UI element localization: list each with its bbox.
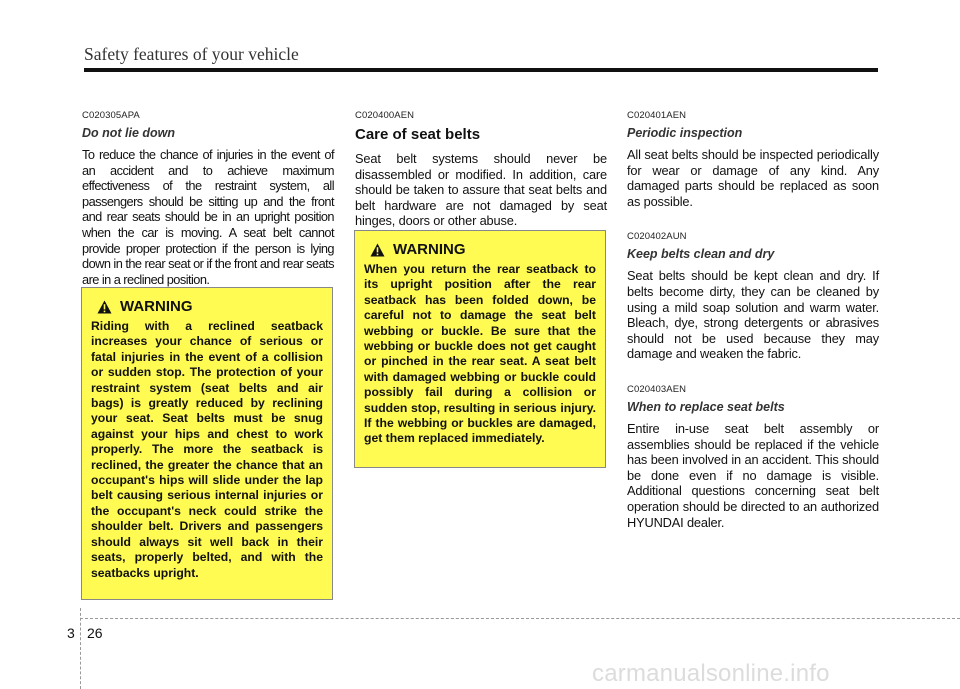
section-subhead: Keep belts clean and dry <box>627 247 775 262</box>
warning-header <box>370 241 596 258</box>
section-keep-belts-clean <box>627 231 879 362</box>
section-periodic-inspection <box>627 110 879 209</box>
chapter-number: 3 <box>67 625 75 641</box>
section-body: All seat belts should be inspected periodically for wear or damage of any kind. Any damaged parts should be replaced as soon as possible. <box>627 147 879 209</box>
warning-box-reclined-seat <box>81 287 333 600</box>
section-code: C020400AEN <box>355 110 415 121</box>
header-rule <box>84 68 878 72</box>
column-middle <box>355 110 607 229</box>
section-subhead: Do not lie down <box>82 126 176 140</box>
warning-header <box>97 298 323 315</box>
column-right <box>627 110 879 552</box>
section-body: Seat belts should be kept clean and dry. If belts become dirty, they can be cleaned by using a mild soap solution and warm water. Bleach, dye, strong detergents or abrasives should not be used because they may damage and weaken the fabric. <box>627 268 879 362</box>
watermark: carmanualsonline.info <box>592 660 830 687</box>
warning-text: When you return the rear seatback to its upright position after the rear seatback has been folded down, be careful not to damage the seat belt webbing or buckle. Be sure that the webbing or buckle does not get caught or pinched in the rear seat. A seat belt with damaged webbing or buckle could possibly fail during a collision or sudden stop, resulting in serious injury. If the webbing or buckles are damaged, get them replaced immediately. <box>364 262 596 446</box>
page-header-title: Safety features of your vehicle <box>84 44 299 64</box>
section-when-to-replace <box>627 384 879 530</box>
warning-text: Riding with a reclined seatback increases your chance of serious or fatal injuries in the event of a collision or sudden stop. The protection of your restraint system (seat belts and air bags) is greatly reduced by reclining your seat. Seat belts must be snug against your hips and chest to work properly. The more the seatback is reclined, the greater the chance that an occupant's hips will slide under the lap belt causing serious internal injuries or the occupant's neck could strike the shoulder belt. Drivers and passengers should always sit well back in their seats, properly belted, and with the seatbacks upright. <box>91 319 323 580</box>
warning-title: WARNING <box>120 298 193 315</box>
warning-box-rear-seatback <box>354 230 606 468</box>
footer-divider-horizontal <box>80 618 960 619</box>
section-body: To reduce the chance of injuries in the event of an accident and to achieve maximum effectiveness of the restraint system, all passengers should be sitting up and the front and rear seats should be in an upright position when the car is moving. A seat belt cannot provide proper protection if the person is lying down in the rear seat or if the front and rear seats are in a reclined position. <box>82 147 334 287</box>
warning-triangle-icon <box>97 300 112 314</box>
warning-triangle-icon <box>370 243 385 257</box>
section-subhead: When to replace seat belts <box>627 399 785 414</box>
section-code: C020403AEN <box>627 383 687 395</box>
section-subhead: Periodic inspection <box>627 126 743 140</box>
section-body: Seat belt systems should never be disassembled or modified. In addition, care should be taken to assure that seat belts and belt hardware are not damaged by seat hinges, doors or other abuse. <box>355 151 607 229</box>
section-code: C020402AUN <box>627 231 687 243</box>
section-heading: Care of seat belts <box>355 126 481 143</box>
section-code: C020401AEN <box>627 110 687 121</box>
column-left <box>82 110 334 287</box>
section-body: Entire in-use seat belt assembly or assemblies should be replaced if the vehicle has been involved in an accident. This should be done even if no damage is visible. Additional questions concerning seat belt operation should be directed to an authorized HYUNDAI dealer. <box>627 420 879 530</box>
section-code: C020305APA <box>82 110 140 121</box>
warning-title: WARNING <box>393 241 466 258</box>
page-number: 26 <box>87 625 103 641</box>
footer-divider-vertical <box>80 608 81 689</box>
